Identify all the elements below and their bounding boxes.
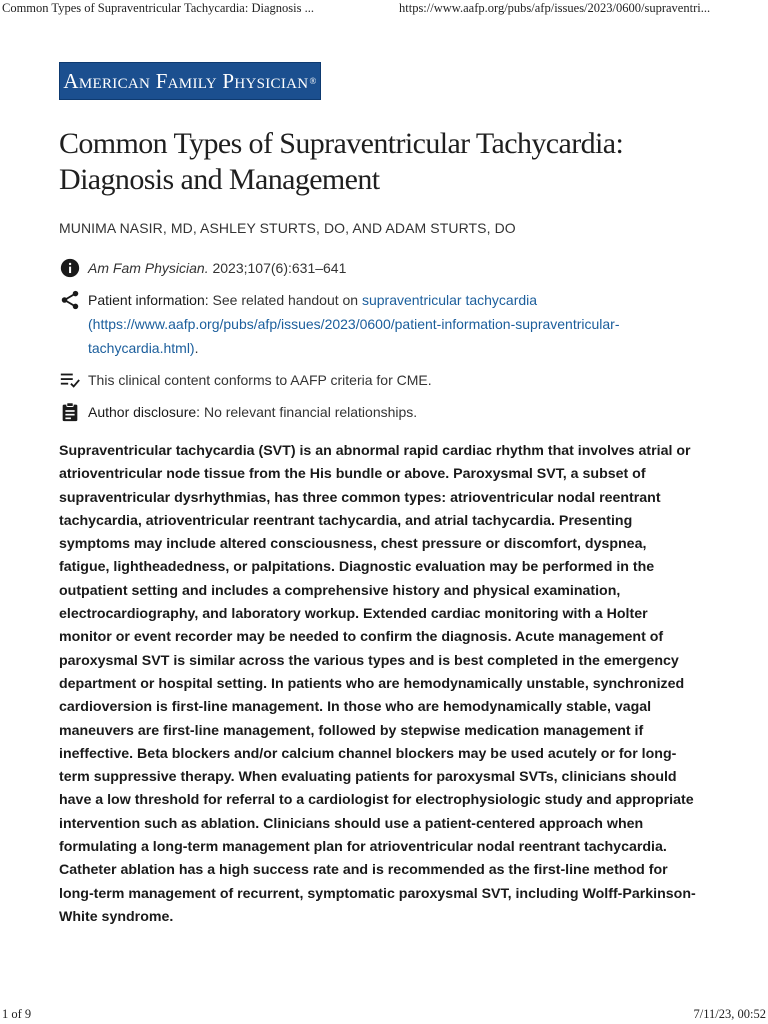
print-footer: [0, 1006, 768, 1024]
citation-reference: 2023;107(6):631–641: [208, 260, 347, 276]
citation-row: [59, 256, 719, 280]
patient-handout-link[interactable]: supraventricular tachycardia (https://www.aafp.org/pubs/afp/issues/2023/0600/patient-information-supraventricular-tachycardia.html): [88, 292, 620, 356]
checklist-icon: [59, 369, 81, 391]
cme-row: [59, 368, 719, 392]
journal-logo-registered-mark: ®: [309, 76, 317, 86]
print-header: [0, 0, 768, 18]
page-number: 1 of 9: [2, 1007, 32, 1021]
patient-information-text: See related handout on: [208, 292, 362, 308]
article-title: Common Types of Supraventricular Tachycardia: Diagnosis and Management: [59, 127, 624, 196]
journal-logo[interactable]: [59, 62, 321, 100]
journal-logo-text: American Family Physician: [63, 68, 309, 93]
print-header-url: https://www.aafp.org/pubs/afp/issues/2023/0600/supraventri...: [399, 1, 711, 15]
author-disclosure-label: Author disclosure:: [88, 404, 201, 420]
citation-journal: Am Fam Physician.: [88, 260, 209, 276]
author-disclosure-row: [59, 400, 719, 424]
print-header-title: Common Types of Supraventricular Tachycardia: Diagnosis ...: [2, 1, 314, 15]
cme-text: This clinical content conforms to AAFP criteria for CME.: [88, 372, 432, 388]
info-icon: [59, 257, 81, 279]
author-disclosure-text: No relevant financial relationships.: [200, 404, 418, 420]
clipboard-icon: [59, 401, 81, 423]
article-authors: MUNIMA NASIR, MD, ASHLEY STURTS, DO, AND ADAM STURTS, DO: [59, 220, 516, 236]
patient-information-row: [59, 288, 719, 360]
share-icon: [59, 289, 81, 311]
patient-information-label: Patient information:: [88, 292, 209, 308]
patient-information-end: .: [194, 340, 199, 356]
print-date: 7/11/23, 00:52: [693, 1007, 766, 1021]
article-abstract: Supraventricular tachycardia (SVT) is an abnormal rapid cardiac rhythm that involves atrial or atrioventricular node tissue from the His bundle or above. Paroxysmal SVT, a subset of supraventricular dysrhythmias, has three common types: atrioventricular nodal reentrant tachycardia, atrioventricular reentrant tachycardia, and atrial tachycardia. Presenting symptoms may include altered consciousness, chest pressure or discomfort, dyspnea, fatigue, lightheadedness, or palpitations. Diagnostic evaluation may be performed in the outpatient setting and includes a comprehensive history and physical examination, electrocardiography, and laboratory workup. Extended cardiac monitoring with a Holter monitor or event recorder may be needed to confirm the diagnosis. Acute management of paroxysmal SVT is similar across the various types and is best completed in the emergency department or hospital setting. In patients who are hemodynamically unstable, synchronized cardioversion is first-line management. In those who are hemodynamically stable, vagal maneuvers are first-line management, followed by stepwise medication management if ineffective. Beta blockers and/or calcium channel blockers may be used acutely or for long-term suppressive therapy. When evaluating patients for paroxysmal SVTs, clinicians should have a low threshold for referral to a cardiologist for electrophysiologic study and appropriate intervention such as ablation. Clinicians should use a patient-centered approach when formulating a long-term management plan for atrioventricular nodal reentrant tachycardia. Catheter ablation has a high success rate and is recommended as the first-line method for long-term management of recurrent, symptomatic paroxysmal SVT, including Wolff-Parkinson-White syndrome.: [59, 443, 696, 925]
